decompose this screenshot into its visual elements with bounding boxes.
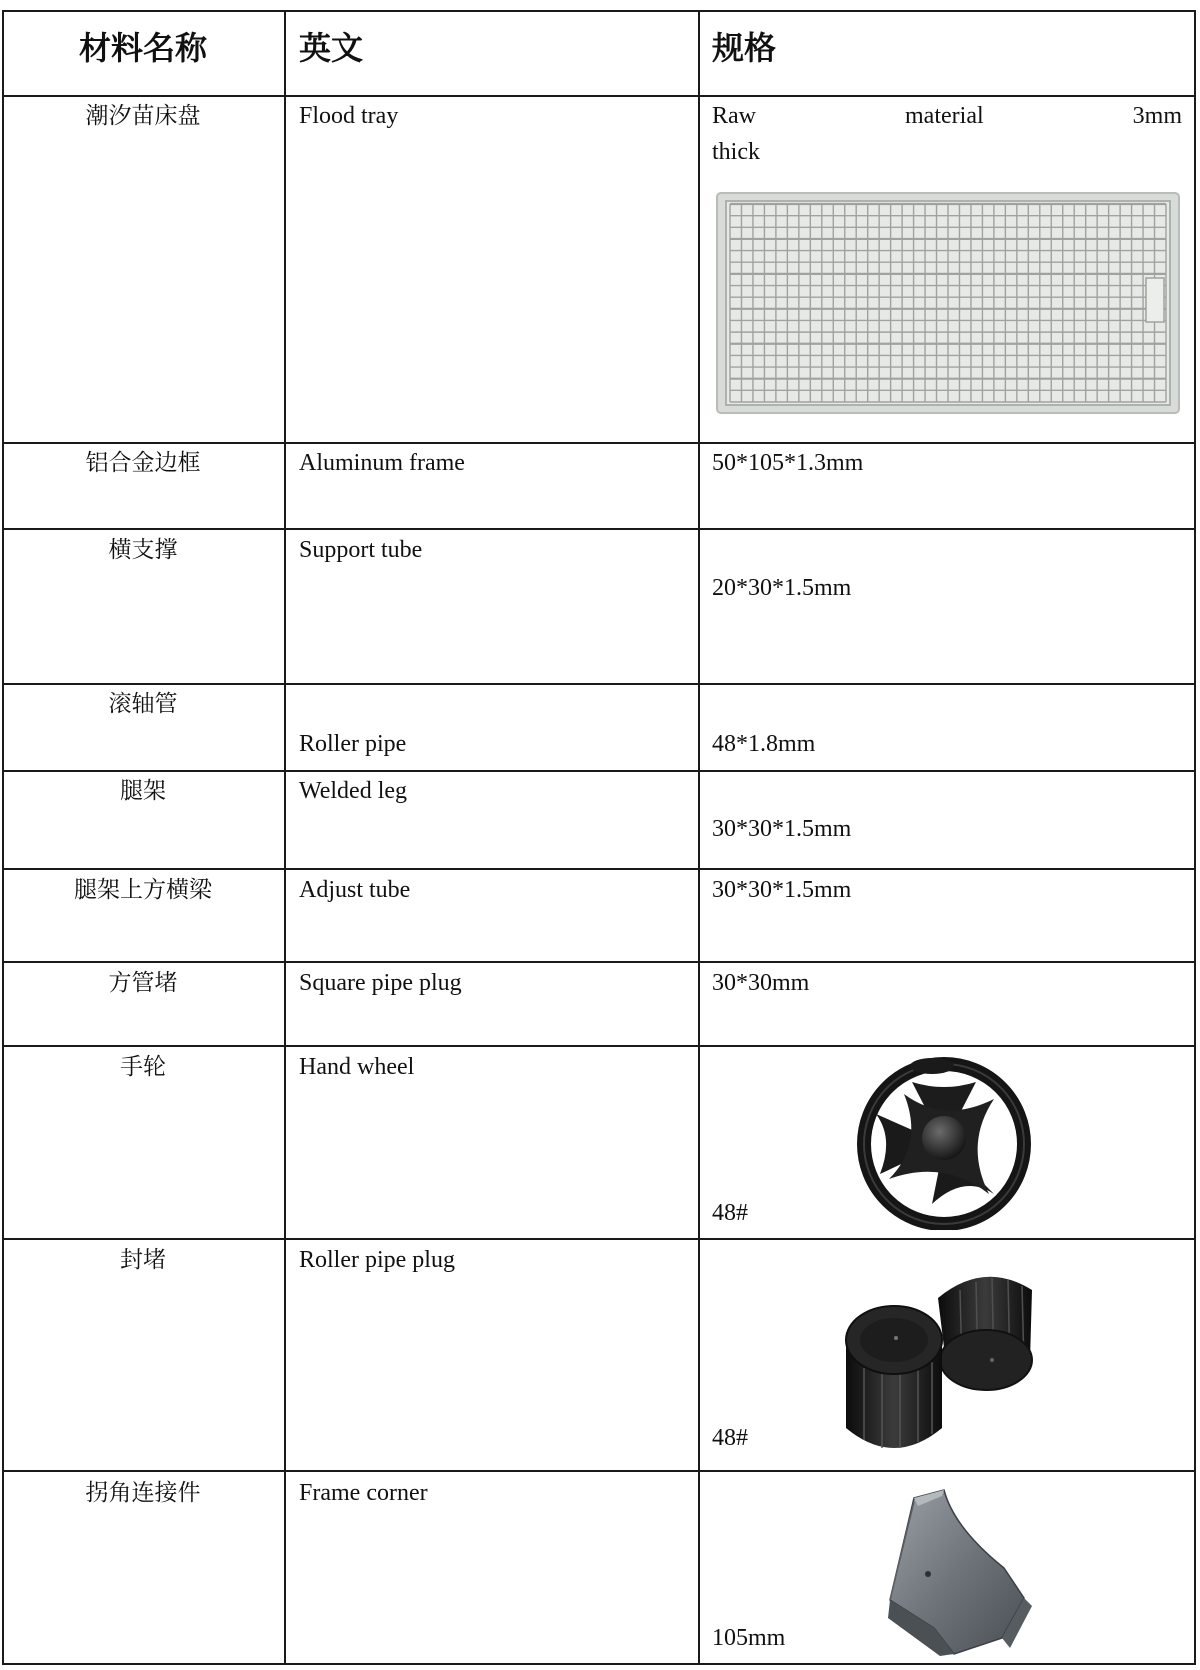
roller-pipe-plug-image [834, 1268, 1054, 1458]
english-name: Hand wheel [299, 1054, 415, 1080]
row-divider [2, 528, 1196, 530]
header-material-name: 材料名称 [78, 29, 207, 67]
english-name: Square pipe plug [299, 970, 462, 996]
spec-text: Raw material 3mm thick [712, 103, 1182, 165]
flood-tray-image [716, 192, 1180, 414]
table-border [2, 10, 1196, 12]
spec-text: 30*30*1.5mm [712, 877, 852, 903]
spec-text: 20*30*1.5mm [712, 575, 852, 601]
english-name: Roller pipe plug [299, 1247, 455, 1273]
row-divider [2, 868, 1196, 870]
spec-text: 105mm [712, 1625, 786, 1651]
spec-text: 50*105*1.3mm [712, 450, 864, 476]
spec-text: 48# [712, 1200, 748, 1226]
spec-text: 30*30mm [712, 970, 810, 996]
material-name: 方管堵 [108, 970, 178, 996]
table-border [2, 10, 4, 1665]
spec-text: 48# [712, 1425, 748, 1451]
spec-table [2, 10, 1196, 1665]
material-name: 手轮 [120, 1054, 166, 1080]
spec-text: 48*1.8mm [712, 731, 816, 757]
english-name: Flood tray [299, 103, 399, 129]
header-spec: 规格 [712, 29, 777, 67]
frame-corner-image [884, 1488, 1034, 1656]
row-divider [2, 683, 1196, 685]
row-divider [2, 442, 1196, 444]
material-name: 横支撑 [108, 537, 178, 563]
table-border [1194, 10, 1196, 1665]
english-name: Adjust tube [299, 877, 411, 903]
hand-wheel-image [854, 1054, 1034, 1230]
table-border [2, 1663, 1196, 1665]
header-english: 英文 [299, 29, 364, 67]
english-name: Welded leg [299, 778, 408, 804]
material-name: 封堵 [120, 1247, 166, 1273]
material-name: 拐角连接件 [85, 1480, 201, 1506]
row-divider [2, 770, 1196, 772]
english-name: Aluminum frame [299, 450, 465, 476]
english-name: Support tube [299, 537, 423, 563]
column-divider [698, 10, 700, 1665]
material-name: 腿架上方横梁 [74, 877, 212, 903]
row-divider [2, 1470, 1196, 1472]
column-divider [284, 10, 286, 1665]
row-divider [2, 1045, 1196, 1047]
row-divider [2, 95, 1196, 97]
english-name: Roller pipe [299, 731, 407, 757]
english-name: Frame corner [299, 1480, 428, 1506]
material-name: 滚轴管 [108, 691, 178, 717]
material-name: 铝合金边框 [85, 450, 201, 476]
material-name: 腿架 [120, 778, 166, 804]
row-divider [2, 961, 1196, 963]
material-name: 潮汐苗床盘 [85, 103, 201, 129]
row-divider [2, 1238, 1196, 1240]
spec-text: 30*30*1.5mm [712, 816, 852, 842]
